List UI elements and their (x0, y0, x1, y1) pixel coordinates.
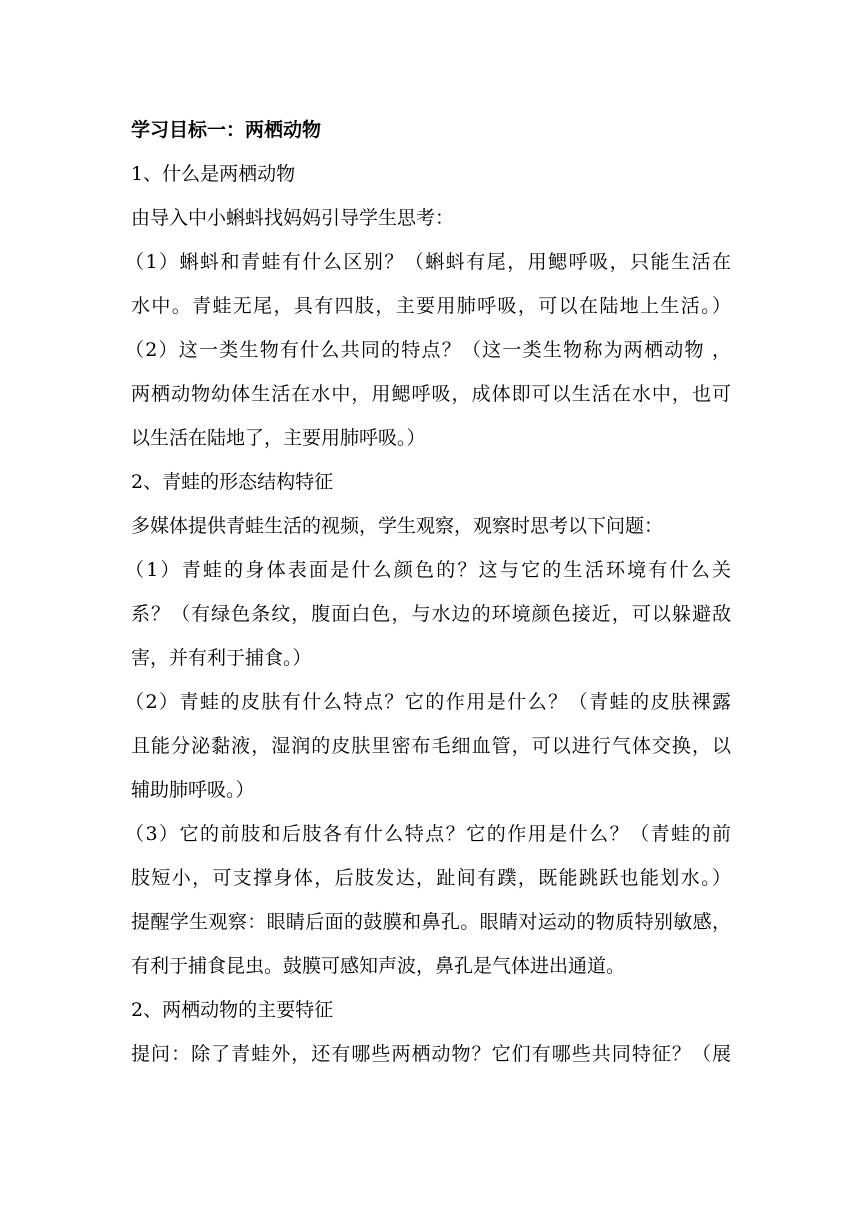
paragraph-line: 有利于捕食昆虫。鼓膜可感知声波，鼻孔是气体进出通道。 (131, 955, 626, 977)
paragraph-line: 辅助肺呼吸。） (131, 779, 255, 801)
paragraph-line: （1）青蛙的身体表面是什么颜色的？这与它的生活环境有什么关 (125, 559, 731, 581)
paragraph-line: （3）它的前肢和后肢各有什么特点？它的作用是什么？（青蛙的前 (125, 823, 731, 845)
paragraph-line: 水中。青蛙无尾，具有四肢，主要用肺呼吸，可以在陆地上生活。） (131, 295, 731, 317)
paragraph-line: （2）青蛙的皮肤有什么特点？它的作用是什么？（青蛙的皮肤裸露 (125, 691, 731, 713)
section-heading: 学习目标一：两栖动物 (131, 119, 322, 141)
paragraph-line: 以生活在陆地了，主要用肺呼吸。） (131, 427, 426, 449)
subheading-frog-structure: 2、青蛙的形态结构特征 (131, 471, 334, 493)
paragraph-line: 肢短小，可支撑身体，后肢发达，趾间有蹼，既能跳跃也能划水。） (131, 867, 731, 889)
paragraph-line: 提问：除了青蛙外，还有哪些两栖动物？它们有哪些共同特征？（展 (131, 1043, 731, 1065)
paragraph-line: 两栖动物幼体生活在水中，用鳃呼吸，成体即可以生活在水中，也可 (131, 383, 731, 405)
paragraph-line: 多媒体提供青蛙生活的视频，学生观察，观察时思考以下问题： (131, 515, 664, 537)
paragraph-line: 系？（有绿色条纹，腹面白色，与水边的环境颜色接近，可以躲避敌 (131, 603, 731, 625)
paragraph-line: 由导入中小蝌蚪找妈妈引导学生思考： (131, 207, 455, 229)
paragraph-line: （2）这一类生物有什么共同的特点？（这一类生物称为两栖动物 ， (125, 339, 731, 361)
subheading-what-is-amphibian: 1、什么是两栖动物 (131, 163, 296, 185)
paragraph-line: 提醒学生观察：眼睛后面的鼓膜和鼻孔。眼睛对运动的物质特别敏感， (131, 911, 731, 933)
paragraph-line: 且能分泌黏液，湿润的皮肤里密布毛细血管，可以进行气体交换，以 (131, 735, 731, 757)
document-body (125, 108, 731, 1076)
paragraph-line: （1）蝌蚪和青蛙有什么区别？（蝌蚪有尾，用鳃呼吸，只能生活在 (125, 251, 731, 273)
subheading-amphibian-features: 2、两栖动物的主要特征 (131, 999, 334, 1021)
paragraph-line: 害，并有利于捕食。） (131, 647, 312, 669)
